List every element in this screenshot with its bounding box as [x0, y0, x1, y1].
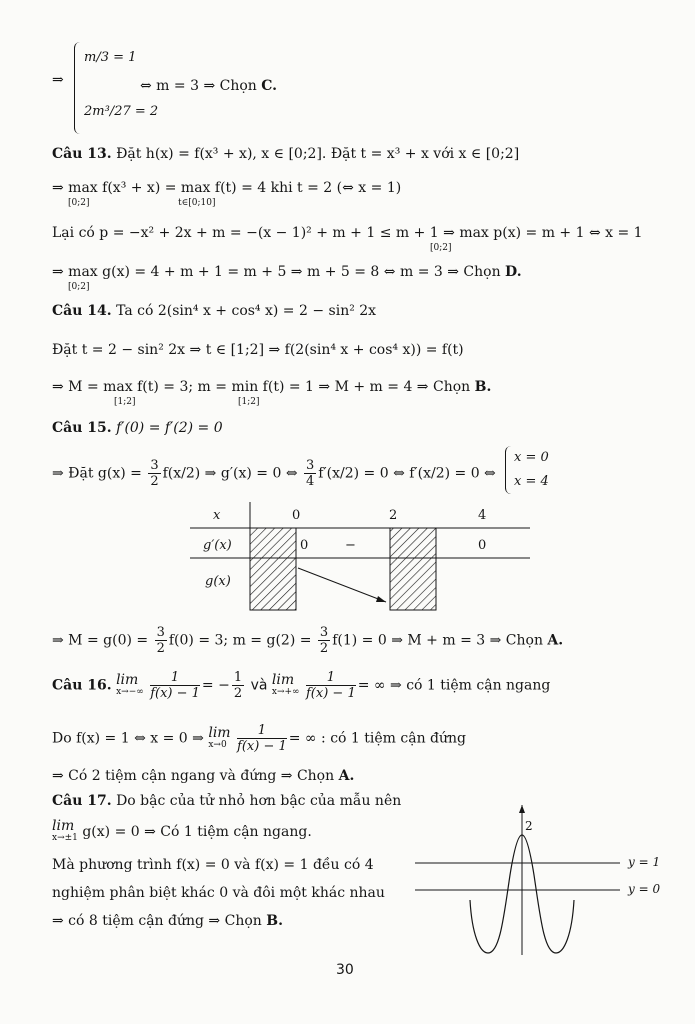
q15-choice: A.	[547, 632, 564, 649]
q15-line-3: ⇒ M = g(0) = $\frac{3}{2}$ f(0) = 3; m = g(2) = $\frac{3}{2}$ f(1) = 0 ⇒ M + m = 3 ⇒ Chọn A.	[52, 625, 564, 656]
intro-choice: C.	[261, 78, 278, 94]
q17-line-5: ⇒ có 8 tiệm cận đứng ⇒ Chọn B.	[52, 913, 283, 929]
q14-line-1: Câu 14. Ta có 2(sin⁴ x + cos⁴ x) = 2 − sin² 2x	[52, 303, 377, 319]
q15-line-1: Câu 15. f′(0) = f′(2) = 0	[52, 420, 223, 436]
hatched-band-1	[250, 528, 296, 610]
q17-label: Câu 17.	[52, 793, 112, 809]
q13-line-2: ⇒ max f(x³ + x) = max f(t) = 4 khi t = 2 (⇔ x = 1)	[52, 180, 402, 196]
q16-line-1: Câu 16. lim x→−∞ $\frac{1}{f(x) - 1}$ = − $\frac{1}{2}$ và lim x→+∞ $\frac{1}{f(x) - 1}$ = ∞ ⇒ có 1 tiệm cận ngang	[52, 670, 551, 701]
q14-line-2: Đặt t = 2 − sin² 2x ⇒ t ∈ [1;2] ⇒ f(2(sin⁴ x + cos⁴ x)) = f(t)	[52, 342, 464, 358]
q13-sub-2: t∈[0;10]	[178, 198, 216, 208]
q17-line-3: Mà phương trình f(x) = 0 và f(x) = 1 đều có 4	[52, 857, 374, 873]
q16-label: Câu 16.	[52, 677, 112, 694]
q14-label: Câu 14.	[52, 303, 112, 319]
graph-peak-label: 2	[525, 819, 533, 833]
q13-choice: D.	[505, 264, 522, 280]
table-x-label: x	[213, 508, 221, 523]
q13-sub-4: [0;2]	[68, 282, 90, 292]
system-eq-1: m/3 = 1	[84, 50, 137, 65]
frac-3-2-b: $\frac{3}{2}$	[156, 625, 165, 656]
q17-line-4: nghiệm phân biệt khác 0 và đôi một khác nhau	[52, 885, 385, 901]
q14-sub-1: [1;2]	[114, 397, 136, 407]
table-g-label: g(x)	[205, 574, 231, 589]
table-x-val-2: 2	[389, 508, 398, 523]
frac-3-4: $\frac{3}{4}$	[306, 458, 315, 489]
q13-line-3: Lại có p = −x² + 2x + m = −(x − 1)² + m + 1 ≤ m + 1 ⇒ max p(x) = m + 1 ⇔ x = 1	[52, 225, 643, 241]
q16-choice: A.	[338, 768, 355, 784]
system-brace	[74, 42, 81, 134]
table-gprime-label: g′(x)	[203, 538, 232, 553]
q17-line-2: lim x→±1 g(x) = 0 ⇒ Có 1 tiệm cận ngang.	[52, 818, 312, 843]
q14-choice: B.	[474, 379, 492, 395]
table-x-val-4: 4	[478, 508, 487, 523]
q16-line-3: ⇒ Có 2 tiệm cận ngang và đứng ⇒ Chọn A.	[52, 768, 355, 784]
q13-line-4: ⇒ max g(x) = 4 + m + 1 = m + 5 ⇒ m + 5 = 8 ⇔ m = 3 ⇒ Chọn D.	[52, 264, 522, 280]
graph-y0-label: y = 0	[628, 882, 661, 896]
system-eq-2: 2m³/27 = 2	[84, 104, 159, 119]
q13-line-1: Câu 13. Đặt h(x) = f(x³ + x), x ∈ [0;2]. Đặt t = x³ + x với x ∈ [0;2]	[52, 146, 520, 162]
frac-3-2-c: $\frac{3}{2}$	[319, 625, 329, 656]
table-x-val-0: 0	[292, 508, 301, 523]
hatched-band-2	[390, 528, 436, 610]
cases-brace	[505, 446, 511, 494]
page-number: 30	[336, 962, 354, 978]
q14-line-3: ⇒ M = max f(t) = 3; m = min f(t) = 1 ⇒ M + m = 4 ⇒ Chọn B.	[52, 379, 492, 395]
q13-label: Câu 13.	[52, 146, 112, 162]
q15-line-2: ⇒ Đặt g(x) = $\frac{3}{2}$ f(x/2) ⇒ g′(x) = 0 ⇔ $\frac{3}{4}$ f′(x/2) = 0 ⇔ f′(x/2) = 0 ⇔	[52, 458, 496, 489]
case-2: x = 4	[514, 474, 549, 489]
q17-line-1: Câu 17. Do bậc của tử nhỏ hơn bậc của mẫu nên	[52, 793, 402, 809]
q15-label: Câu 15.	[52, 420, 112, 436]
q13-sub-3: [0;2]	[430, 243, 452, 253]
table-gp-sign: −	[345, 538, 356, 553]
intro-conclusion: ⇔ m = 3 ⇒ Chọn C.	[140, 78, 278, 94]
case-1: x = 0	[514, 450, 549, 465]
table-gp-val-4: 0	[478, 538, 487, 553]
decrease-arrow	[298, 568, 386, 602]
q16-line-2: Do f(x) = 1 ⇔ x = 0 ⇒ lim x→0 $\frac{1}{f(x) - 1}$ = ∞ : có 1 tiệm cận đứng	[52, 723, 467, 754]
q13-sub-1: [0;2]	[68, 198, 90, 208]
frac-3-2: $\frac{3}{2}$	[150, 458, 159, 489]
graph-y1-label: y = 1	[628, 855, 661, 869]
q14-sub-2: [1;2]	[238, 397, 260, 407]
table-gp-val-0: 0	[300, 538, 309, 553]
intro-arrow: ⇒	[52, 72, 64, 88]
q17-choice: B.	[266, 913, 283, 929]
